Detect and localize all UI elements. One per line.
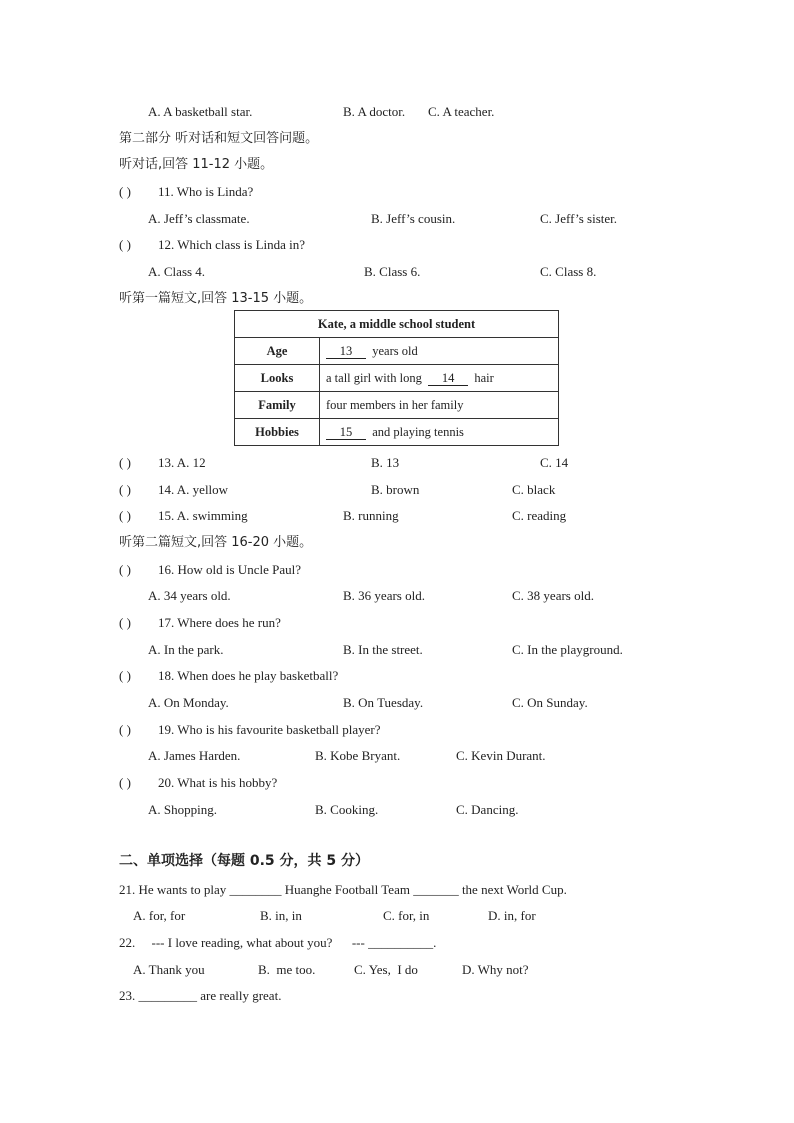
table-label: Looks (235, 365, 320, 392)
q22-option-a: A. Thank you (133, 962, 205, 977)
table-value (320, 365, 559, 392)
q20-question: 20. What is his hobby? (158, 775, 278, 790)
q18-question: 18. When does he play basketball? (158, 668, 339, 683)
q20-option-b: B. Cooking. (315, 802, 379, 817)
q19-option-c: C. Kevin Durant. (456, 748, 546, 763)
q22-option-d: D. Why not? (462, 962, 529, 977)
kate-info-table (234, 310, 559, 446)
q17-option-b: B. In the street. (343, 642, 423, 657)
q12-question: 12. Which class is Linda in? (158, 237, 306, 252)
q21-option-b: B. in, in (260, 908, 302, 923)
q13-option-c: C. 14 (540, 455, 569, 470)
q21-option-c: C. for, in (383, 908, 430, 923)
q18-option-c: C. On Sunday. (512, 695, 588, 710)
q13-bracket[interactable]: ( ) (119, 455, 131, 470)
table-value: four members in her family (320, 392, 559, 419)
q18-option-b: B. On Tuesday. (343, 695, 424, 710)
q21-option-d: D. in, for (488, 908, 536, 923)
table-title: Kate, a middle school student (235, 311, 559, 338)
q13-option-b: B. 13 (371, 455, 400, 470)
q14-option-c: C. black (512, 482, 556, 497)
q12-option-c: C. Class 8. (540, 264, 597, 279)
q14-option-b: B. brown (371, 482, 420, 497)
q12-option-a: A. Class 4. (148, 264, 206, 279)
blank-13[interactable]: 13 (326, 344, 366, 359)
table-label: Hobbies (235, 419, 320, 446)
q17-bracket[interactable]: ( ) (119, 615, 131, 630)
q15-question: 15. A. swimming (158, 508, 248, 523)
table-label: Family (235, 392, 320, 419)
q15-bracket[interactable]: ( ) (119, 508, 131, 523)
q19-option-b: B. Kobe Bryant. (315, 748, 401, 763)
table-value (320, 419, 559, 446)
q19-bracket[interactable]: ( ) (119, 722, 131, 737)
q22-question: 22. --- I love reading, what about you? --- __________. (119, 935, 437, 950)
q11-option-b: B. Jeff’s cousin. (371, 211, 456, 226)
value-post: and playing tennis (372, 424, 464, 439)
q19-question: 19. Who is his favourite basketball player? (158, 722, 381, 737)
q14-question: 14. A. yellow (158, 482, 229, 497)
part2-title: 第二部分 听对话和短文回答问题。 (119, 131, 319, 146)
q21-option-a: A. for, for (133, 908, 186, 923)
table-row-hobbies (235, 419, 559, 446)
table-row-family (235, 392, 559, 419)
q16-option-b: B. 36 years old. (343, 588, 425, 603)
dialog-intro: 听对话,回答 11-12 小题。 (119, 157, 274, 172)
value-pre: a tall girl with long (326, 370, 422, 385)
q18-bracket[interactable]: ( ) (119, 668, 131, 683)
q11-option-c: C. Jeff’s sister. (540, 211, 618, 226)
q16-question: 16. How old is Uncle Paul? (158, 562, 301, 577)
q17-question: 17. Where does he run? (158, 615, 281, 630)
blank-15[interactable]: 15 (326, 425, 366, 440)
q17-option-c: C. In the playground. (512, 642, 623, 657)
q19-option-a: A. James Harden. (148, 748, 241, 763)
q13-question: 13. A. 12 (158, 455, 206, 470)
q10-option-a: A. A basketball star. (148, 104, 253, 119)
q16-option-c: C. 38 years old. (512, 588, 594, 603)
q14-bracket[interactable]: ( ) (119, 482, 131, 497)
q10-option-b: B. A doctor. (343, 104, 406, 119)
q16-option-a: A. 34 years old. (148, 588, 231, 603)
value-post: years old (372, 343, 418, 358)
value-post: hair (474, 370, 494, 385)
q20-option-c: C. Dancing. (456, 802, 519, 817)
q20-bracket[interactable]: ( ) (119, 775, 131, 790)
passage1-intro: 听第一篇短文,回答 13-15 小题。 (119, 291, 313, 306)
q15-option-b: B. running (343, 508, 399, 523)
q17-option-a: A. In the park. (148, 642, 224, 657)
passage2-intro: 听第二篇短文,回答 16-20 小题。 (119, 535, 313, 550)
q12-option-b: B. Class 6. (364, 264, 421, 279)
table-row-looks (235, 365, 559, 392)
q12-bracket[interactable]: ( ) (119, 237, 131, 252)
table-value (320, 338, 559, 365)
blank-14[interactable]: 14 (428, 371, 468, 386)
q16-bracket[interactable]: ( ) (119, 562, 131, 577)
q21-question: 21. He wants to play ________ Huanghe Football Team _______ the next World Cup. (119, 882, 567, 897)
q18-option-a: A. On Monday. (148, 695, 229, 710)
section2-title: 二、单项选择（每题 0.5 分，共 5 分） (119, 853, 370, 869)
q11-bracket[interactable]: ( ) (119, 184, 131, 199)
q11-option-a: A. Jeff’s classmate. (148, 211, 250, 226)
q23-question: 23. _________ are really great. (119, 988, 282, 1003)
q22-option-c: C. Yes, I do (354, 962, 418, 977)
q15-option-c: C. reading (512, 508, 567, 523)
table-row-age (235, 338, 559, 365)
q20-option-a: A. Shopping. (148, 802, 217, 817)
table-label: Age (235, 338, 320, 365)
q10-option-c: C. A teacher. (428, 104, 495, 119)
q11-question: 11. Who is Linda? (158, 184, 254, 199)
q22-option-b: B. me too. (258, 962, 316, 977)
